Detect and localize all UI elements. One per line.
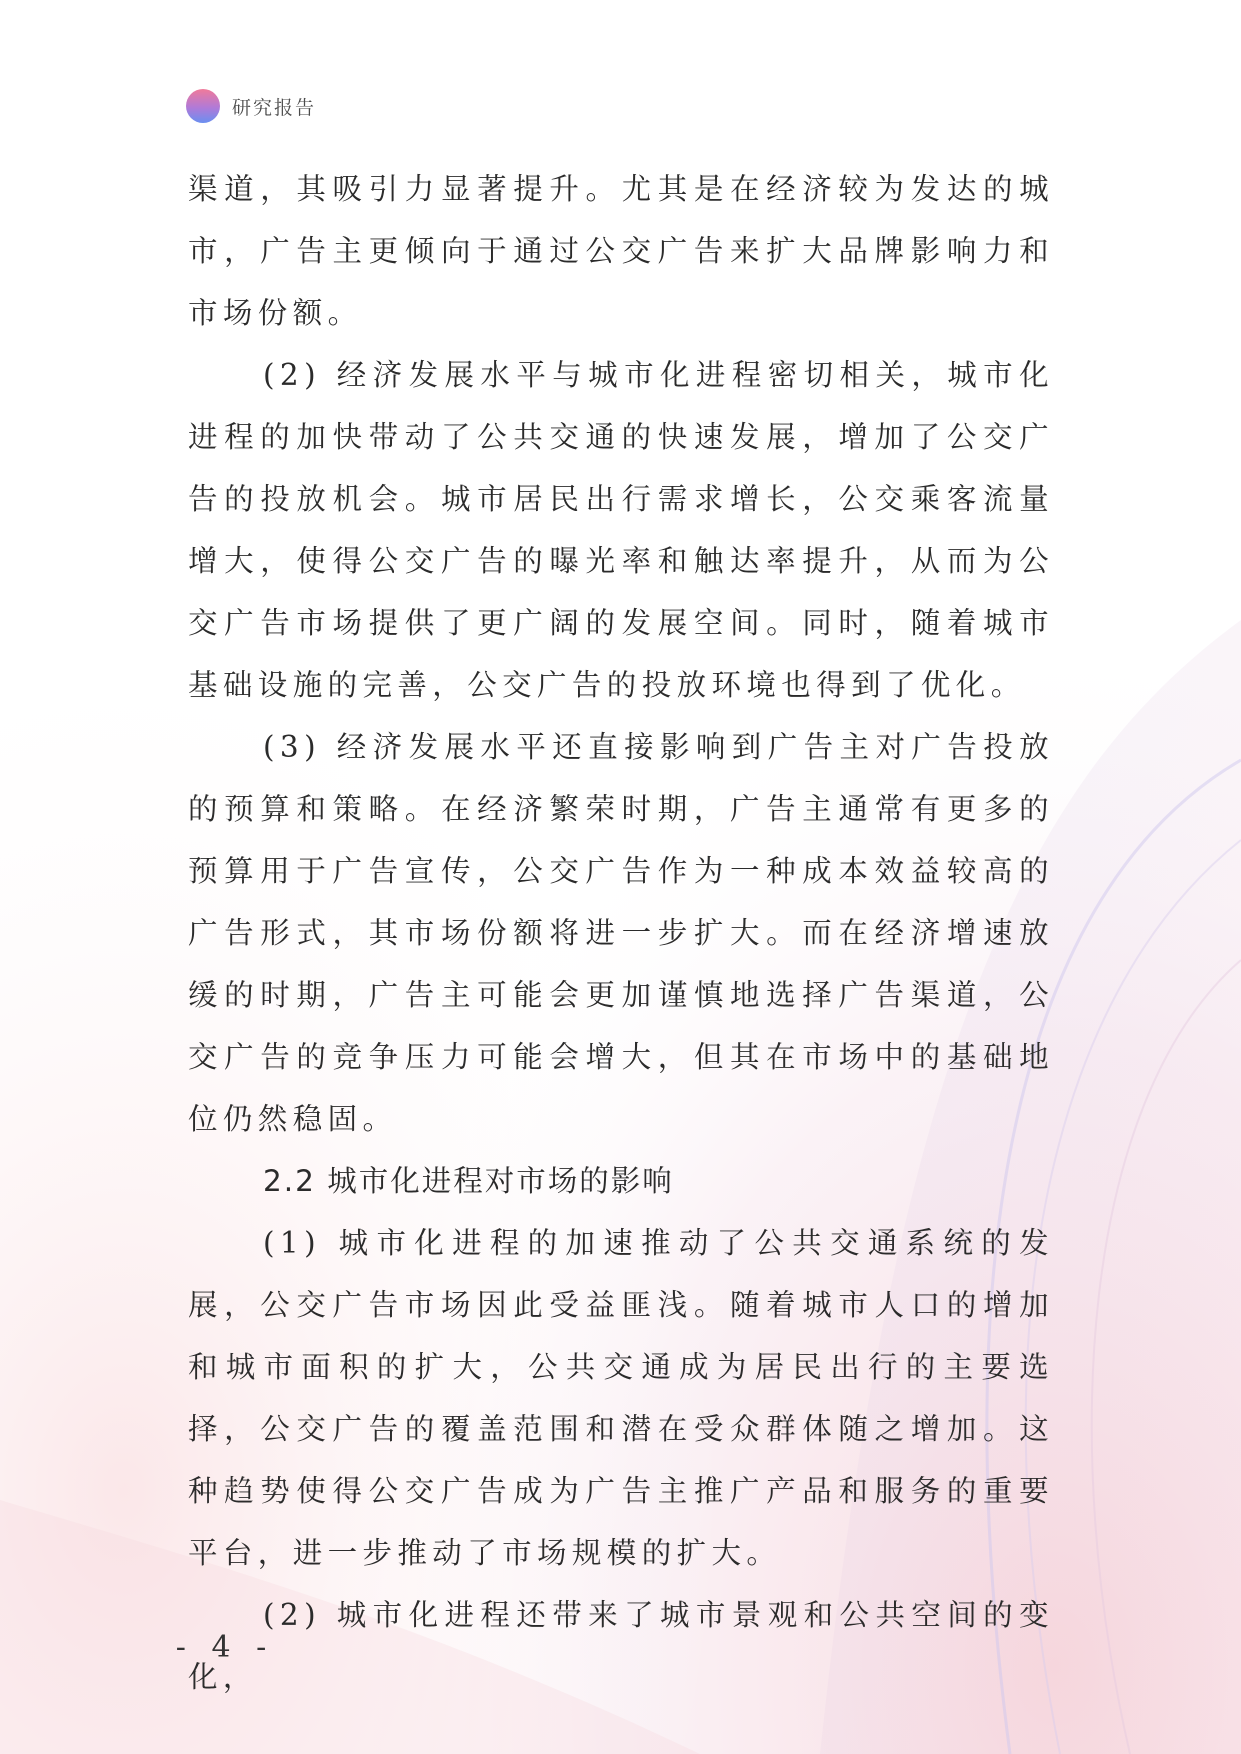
paragraph-continuation: 渠道，其吸引力显著提升。尤其是在经济较为发达的城市，广告主更倾向于通过公交广告来扩大品牌影响力和市场份额。 [188, 172, 1054, 330]
paragraph-4: (1) 城市化进程的加速推动了公共交通系统的发展，公交广告市场因此受益匪浅。随着城市人口的增加和城市面积的扩大，公共交通成为居民出行的主要选择，公交广告的覆盖范围和潜在受众群体随之增加。这种趋势使得公交广告成为广告主推广产品和服务的重要平台，进一步推动了市场规模的扩大。 [188, 1226, 1054, 1570]
paragraph-3: (3) 经济发展水平还直接影响到广告主对广告投放的预算和策略。在经济繁荣时期，广告主通常有更多的预算用于广告宣传，公交广告作为一种成本效益较高的广告形式，其市场份额将进一步扩大。而在经济增速放缓的时期，广告主可能会更加谨慎地选择广告渠道，公交广告的竞争压力可能会增大，但其在市场中的基础地位仍然稳固。 [188, 730, 1054, 1136]
paragraph-2: (2) 经济发展水平与城市化进程密切相关，城市化进程的加快带动了公共交通的快速发展，增加了公交广告的投放机会。城市居民出行需求增长，公交乘客流量增大，使得公交广告的曝光率和触达率提升，从而为公交广告市场提供了更广阔的发展空间。同时，随着城市基础设施的完善，公交广告的投放环境也得到了优化。 [188, 358, 1054, 702]
section-heading: 2.2 城市化进程对市场的影响 [263, 1164, 674, 1198]
report-header [186, 88, 316, 124]
paragraph-5: (2) 城市化进程还带来了城市景观和公共空间的变化， [188, 1598, 1054, 1694]
header-title: 研究报告 [232, 96, 317, 119]
logo-circle-icon [186, 89, 220, 123]
document-body [188, 158, 1054, 1708]
page-number: - 4 - [175, 1630, 275, 1665]
